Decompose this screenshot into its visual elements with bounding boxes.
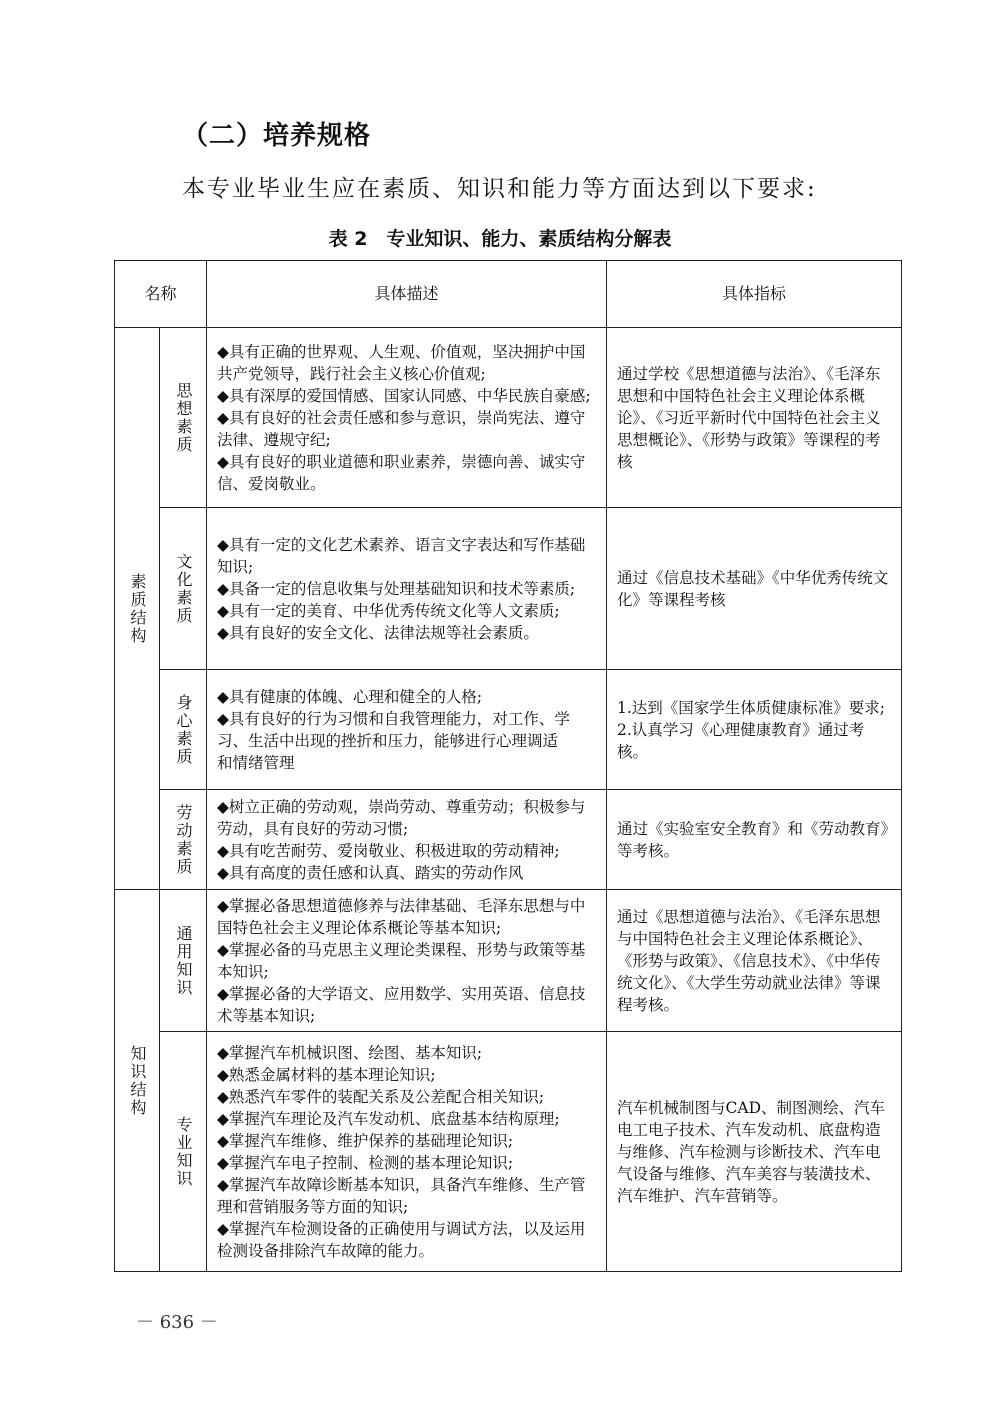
sub-cell <box>160 328 207 508</box>
sub-cell <box>160 890 207 1032</box>
indicator-cell <box>607 670 902 790</box>
desc-line: ◆掌握汽车理论及汽车发动机、底盘基本结构原理; <box>217 1109 560 1128</box>
indicator-cell <box>607 890 902 1032</box>
group-label: 知识结构 <box>128 1044 147 1117</box>
desc-line: ◆掌握汽车维修、维护保养的基础理论知识; <box>217 1131 514 1150</box>
table-row <box>115 790 902 890</box>
desc-line: ◆具有良好的社会责任感和参与意识，崇尚宪法、遵守法律、遵规守纪; <box>217 408 586 449</box>
description-cell <box>207 328 607 508</box>
sub-label: 通用知识 <box>174 924 193 997</box>
indicator-cell <box>607 508 902 670</box>
indicator-text: 通过《思想道德与法治》、《毛泽东思想与中国特色社会主义理论体系概论》、《形势与政策》、《信息技术》、《中华传统文化》、《大学生劳动就业法律》等课程考核。 <box>617 907 881 1014</box>
group-cell <box>115 890 160 1272</box>
indicator-text: 通过学校《思想道德与法治》、《毛泽东思想和中国特色社会主义理论体系概论》、《习近平新时代中国特色社会主义思想概论》、《形势与政策》等课程的考核 <box>617 364 881 471</box>
group-cell <box>115 328 160 890</box>
desc-line: ◆具备一定的信息收集与处理基础知识和技术等素质; <box>217 579 576 598</box>
table-row <box>115 1032 902 1272</box>
sub-cell <box>160 670 207 790</box>
desc-line: ◆具有良好的职业道德和职业素养，崇德向善、诚实守信、爱岗敬业。 <box>217 452 586 493</box>
desc-line: 和情绪管理 <box>217 753 295 772</box>
desc-line: ◆掌握汽车故障诊断基本知识，具备汽车维修、生产管理和营销服务等方面的知识; <box>217 1175 586 1216</box>
desc-line: ◆具有正确的世界观、人生观、价值观，坚决拥护中国共产党领导，践行社会主义核心价值观; <box>217 342 586 383</box>
table-row <box>115 508 902 670</box>
indicator-cell <box>607 1032 902 1272</box>
indicator-text: 1.达到《国家学生体质健康标准》要求; <box>617 698 886 717</box>
section-heading: （二）培养规格 <box>182 121 372 151</box>
sub-cell <box>160 790 207 890</box>
indicator-text: 通过《信息技术基础》《中华优秀传统文化》等课程考核 <box>617 568 889 609</box>
desc-line: ◆具有高度的责任感和认真、踏实的劳动作风 <box>217 863 524 882</box>
table-row <box>115 890 902 1032</box>
description-cell <box>207 1032 607 1272</box>
desc-line: ◆具有一定的文化艺术素养、语言文字表达和写作基础知识; <box>217 535 586 576</box>
desc-line: ◆熟悉金属材料的基本理论知识; <box>217 1065 436 1084</box>
table-caption: 表 2 专业知识、能力、素质结构分解表 <box>328 228 672 250</box>
indicator-cell <box>607 790 902 890</box>
desc-line: ◆掌握必备的大学语文、应用数学、实用英语、信息技术等基本知识; <box>217 984 586 1025</box>
desc-line: ◆掌握必备思想道德修养与法律基础、毛泽东思想与中国特色社会主义理论体系概论等基本知识; <box>217 896 586 937</box>
intro-paragraph: 本专业毕业生应在素质、知识和能力等方面达到以下要求: <box>182 176 817 202</box>
description-cell <box>207 890 607 1032</box>
header-description: 具体描述 <box>207 261 607 328</box>
sub-label: 专业知识 <box>174 1115 193 1188</box>
desc-line: ◆掌握汽车机械识图、绘图、基本知识; <box>217 1043 483 1062</box>
table-header-row <box>115 261 902 328</box>
indicator-cell <box>607 328 902 508</box>
indicator-text: 汽车机械制图与CAD、制图测绘、汽车电工电子技术、汽车发动机、底盘构造与维修、汽车检测与诊断技术、汽车电气设备与维修、汽车美容与装潢技术、汽车维护、汽车营销等。 <box>617 1098 885 1205</box>
desc-line: ◆具有一定的美育、中华优秀传统文化等人文素质; <box>217 601 560 620</box>
sub-label: 身心素质 <box>174 693 193 766</box>
desc-line: ◆掌握汽车检测设备的正确使用与调试方法，以及运用检测设备排除汽车故障的能力。 <box>217 1219 586 1260</box>
page-number: － 636 － <box>136 1312 218 1333</box>
desc-line: ◆具有深厚的爱国情感、国家认同感、中华民族自豪感; <box>217 386 591 405</box>
desc-line: ◆具有健康的体魄、心理和健全的人格; <box>217 687 483 706</box>
indicator-text: 2.认真学习《心理健康教育》通过考核。 <box>617 720 865 761</box>
sub-label: 劳动素质 <box>174 803 193 876</box>
desc-line: ◆掌握汽车电子控制、检测的基本理论知识; <box>217 1153 514 1172</box>
table-row <box>115 328 902 508</box>
desc-line: ◆具有良好的安全文化、法律法规等社会素质。 <box>217 623 539 642</box>
desc-line: ◆树立正确的劳动观，崇尚劳动、尊重劳动；积极参与劳动，具有良好的劳动习惯; <box>217 797 586 838</box>
structure-table <box>114 260 902 1272</box>
sub-cell <box>160 508 207 670</box>
sub-cell <box>160 1032 207 1272</box>
header-name: 名称 <box>115 261 207 328</box>
table-row <box>115 670 902 790</box>
desc-line: ◆熟悉汽车零件的装配关系及公差配合相关知识; <box>217 1087 545 1106</box>
desc-line: ◆具有良好的行为习惯和自我管理能力，对工作、学习、生活中出现的挫折和压力，能够进行心理调适 <box>217 709 570 750</box>
description-cell <box>207 670 607 790</box>
sub-label: 思想素质 <box>174 381 193 454</box>
header-indicator: 具体指标 <box>607 261 902 328</box>
desc-line: ◆掌握必备的马克思主义理论类课程、形势与政策等基本知识; <box>217 940 586 981</box>
description-cell <box>207 790 607 890</box>
group-label: 素质结构 <box>128 572 147 645</box>
description-cell <box>207 508 607 670</box>
desc-line: ◆具有吃苦耐劳、爱岗敬业、积极进取的劳动精神; <box>217 841 560 860</box>
indicator-text: 通过《实验室安全教育》和《劳动教育》等考核。 <box>617 819 889 860</box>
sub-label: 文化素质 <box>174 552 193 625</box>
